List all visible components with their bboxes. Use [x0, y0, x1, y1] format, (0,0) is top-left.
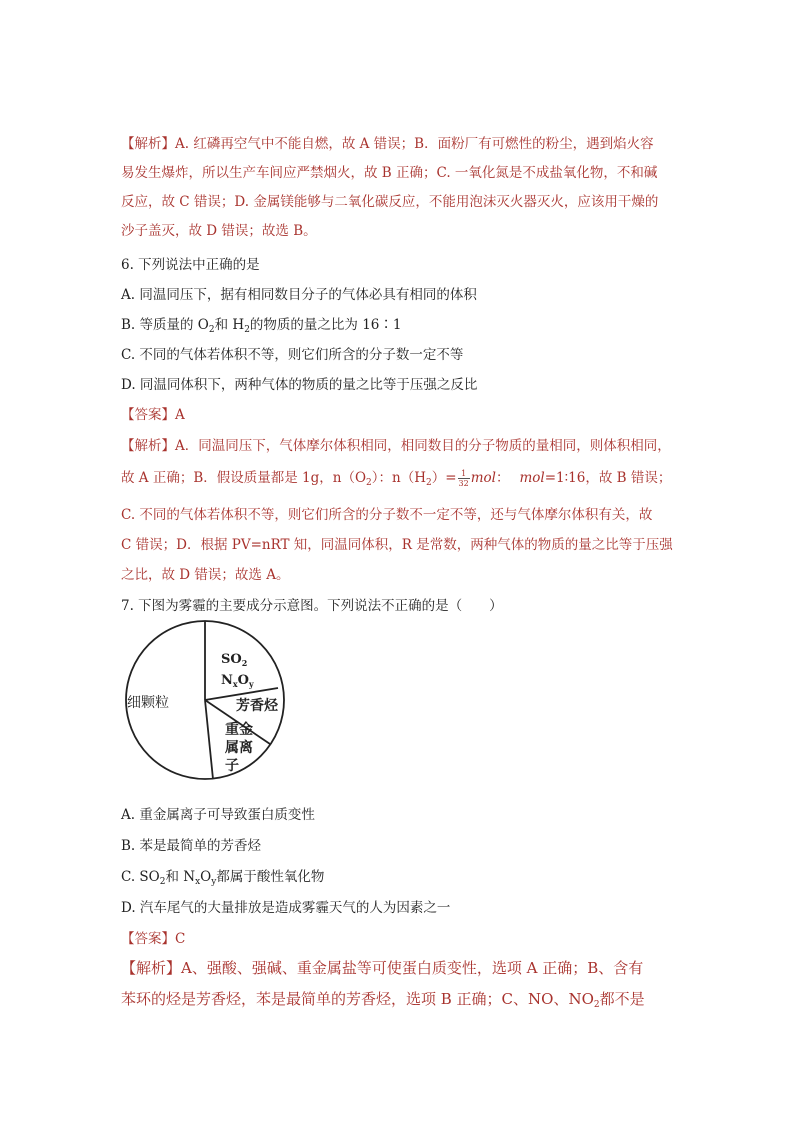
- q6-analysis-line-3: C. 不同的气体若体积不等，则它们所含的分子数不一定不等，还与气体摩尔体积有关，故: [121, 507, 653, 523]
- q6-analysis-line-4: C 错误；D．根据 PV=nRT 知，同温同体积，R 是常数，两种气体的物质的量之比等于压强: [121, 537, 673, 553]
- pie-label-aromatic: 芳香烃: [236, 698, 278, 714]
- q6-option-a: A. 同温同压下，据有相同数目分子的气体必具有相同的体积: [121, 287, 477, 303]
- q7-option-b: B. 苯是最简单的芳香烃: [121, 838, 262, 854]
- pie-label-heavy-3: 子: [225, 758, 239, 774]
- analysis5-line-4: 沙子盖灭，故 D 错误；故选 B。: [121, 223, 317, 239]
- q7-option-c: C. $SO_2$和 $N_xO_y$都属于酸性氧化物: [121, 869, 325, 887]
- q6-analysis-line-2: 故 A 正确；B．假设质量都是 1g，$n(O_2)$：$n(H_2)=$ $\frac{1}{32}$ mol： mol=1∶16，故 B 错误；: [121, 469, 672, 488]
- q7-option-a: A. 重金属离子可导致蛋白质变性: [121, 807, 315, 823]
- q6-option-d: D. 同温同体积下，两种气体的物质的量之比等于压强之反比: [121, 377, 478, 393]
- analysis5-line-2: 易发生爆炸，所以生产车间应严禁烟火，故 B 正确；C. 一氧化氮是不成盐氧化物，不和碱: [121, 165, 658, 181]
- q7-analysis-line-2: 苯环的烃是芳香烃，苯是最简单的芳香烃，选项 B 正确；C、NO、$NO_2$都不是: [121, 990, 645, 1010]
- q6-option-b: B. 等质量的 $O_2$和 $H_2$的物质的量之比为 16∶1: [121, 317, 402, 335]
- fraction: $\frac{1}{32}$: [458, 469, 469, 488]
- pie-label-so2: $SO_2$: [221, 652, 248, 668]
- q6-option-c: C. 不同的气体若体积不等，则它们所含的分子数一定不等: [121, 347, 464, 363]
- analysis-tag: 【解析】: [121, 136, 175, 152]
- q7-stem: 7. 下图为雾霾的主要成分示意图。下列说法不正确的是（ ）: [121, 598, 503, 614]
- q7-answer: 【答案】C: [121, 931, 186, 947]
- q7-analysis-line-1: 【解析】A、强酸、强碱、重金属盐等可使蛋白质变性，选项 A 正确；B、含有: [121, 959, 644, 977]
- smog-composition-pie: [115, 614, 295, 794]
- analysis5-line-1: 【解析】A. 红磷再空气中不能自燃，故 A 错误；B．面粉厂有可燃性的粉尘，遇到焰火容: [121, 136, 654, 152]
- q6-answer: 【答案】A: [121, 407, 185, 423]
- pie-label-nxoy: $N_xO_y$: [221, 673, 254, 689]
- pie-label-heavy-2: 属离: [225, 740, 253, 756]
- pie-label-heavy-1: 重金: [225, 722, 253, 738]
- q6-analysis-line-1: 【解析】A．同温同压下，气体摩尔体积相同，相同数目的分子物质的量相同，则体积相同，: [121, 438, 671, 454]
- pie-label-fine: 细颗粒: [127, 695, 169, 711]
- q6-analysis-line-5: 之比，故 D 错误；故选 A。: [121, 567, 290, 583]
- q6-stem: 6. 下列说法中正确的是: [121, 257, 260, 273]
- analysis5-line-3: 反应，故 C 错误；D. 金属镁能够与二氧化碳反应，不能用泡沫灭火器灭火，应该用干燥的: [121, 194, 659, 210]
- q7-option-d: D. 汽车尾气的大量排放是造成雾霾天气的人为因素之一: [121, 900, 451, 916]
